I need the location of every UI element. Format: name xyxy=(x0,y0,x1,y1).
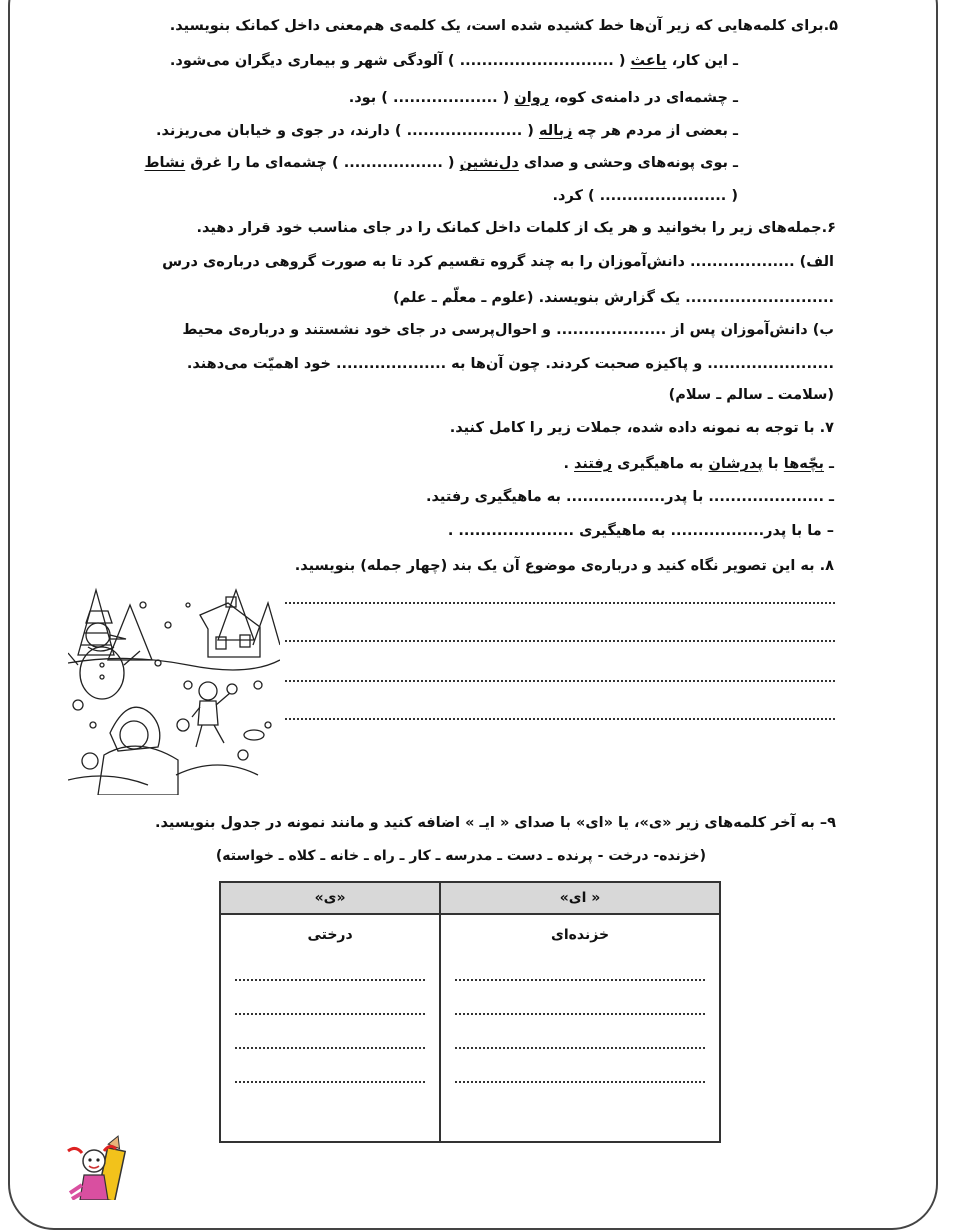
word-table xyxy=(219,881,721,1143)
answer-line xyxy=(455,1047,705,1049)
q8-title: ۸. به این تصویر نگاه کنید و درباره‌ی موضوع آن یک بند (چهار جمله) بنویسید. xyxy=(294,558,834,574)
q9-word-list: (خزنده- درخت - پرنده ـ دست ـ مدرسه ـ کار ـ راه ـ خانه ـ کلاه ـ خواسته) xyxy=(215,848,706,864)
q5-line-4: ـ بوی پونه‌های وحشی و صدای دل‌نشین ( .................. ) چشمه‌ای ما را غرق نشاط xyxy=(144,155,738,171)
answer-line xyxy=(235,979,425,981)
answer-line xyxy=(285,718,835,720)
q5-line-1: ـ این کار، باعث ( ............................ ) آلودگی شهر و بیماری دیگران می‌شود. xyxy=(169,53,738,69)
answer-line xyxy=(455,979,705,981)
col-header-i: «ی» xyxy=(220,882,440,914)
underlined-word: دل‌نشین xyxy=(459,155,519,171)
q6-b-line-2: ....................... و پاکیزه صحبت کردند. چون آن‌ها به .................... خود اهمیّت می‌دهند. xyxy=(186,356,834,372)
underlined-word: باعث xyxy=(630,53,667,69)
q5-line-5: ( ....................... ) کرد. xyxy=(552,188,738,204)
q9-title: ۹– به آخر کلمه‌های زیر «ی»، یا «ای» با صدای « ایـ » اضافه کنید و مانند نمونه در جدول بنویسید. xyxy=(155,815,836,831)
col-i-cell xyxy=(220,914,440,1142)
q7-title: ۷. با توجه به نمونه داده شده، جملات زیر را کامل کنید. xyxy=(449,420,834,436)
answer-line xyxy=(285,602,835,604)
pencil-mascot-icon xyxy=(58,1135,138,1200)
answer-line xyxy=(285,680,835,682)
q6-b-options: (سلامت ـ سالم ـ سلام) xyxy=(668,387,834,403)
q6-b-line-1: ب) دانش‌آموزان پس از .................... و احوال‌پرسی در جای خود نشستند و درباره‌ی محیط xyxy=(182,322,834,338)
answer-line xyxy=(235,1013,425,1015)
col-header-ei: « ای» xyxy=(440,882,720,914)
example-word: درختی xyxy=(307,927,353,943)
answer-line xyxy=(455,1013,705,1015)
answer-line xyxy=(455,1081,705,1083)
snow-scene-illustration xyxy=(68,585,280,795)
q6-a-line-1: الف) ................... دانش‌آموزان را به چند گروه تقسیم کرد تا به صورت گروهی درباره‌ی درس xyxy=(162,254,834,270)
col-ei-cell xyxy=(440,914,720,1142)
q7-line-3: – ما با پدر................. به ماهیگیری ..................... . xyxy=(447,523,834,539)
q6-a-line-2: ........................... یک گزارش بنویسند. (علوم ـ معلّم ـ علم) xyxy=(393,290,834,306)
answer-line xyxy=(235,1081,425,1083)
q6-title: ۶.جمله‌های زیر را بخوانید و هر یک از کلمات داخل کمانک را در جای مناسب خود قرار دهید. xyxy=(196,220,836,236)
q5-line-2: ـ چشمه‌ای در دامنه‌ی کوه، روان ( ................... ) بود. xyxy=(348,90,738,106)
q7-line-2: ـ ..................... با پدر.................. به ماهیگیری رفتید. xyxy=(426,489,834,505)
q5-title: ۵.برای کلمه‌هایی که زیر آن‌ها خط کشیده شده است، یک کلمه‌ی هم‌معنی داخل کمانک بنویسید. xyxy=(169,18,838,34)
answer-line xyxy=(285,640,835,642)
answer-line xyxy=(235,1047,425,1049)
underlined-word: روان xyxy=(514,90,550,106)
underlined-word: نشاط xyxy=(144,155,186,171)
example-word: خزنده‌ای xyxy=(551,927,610,943)
q5-line-3: ـ بعضی از مردم هر چه زباله ( ..................... ) دارند، در جوی و خیابان می‌ریزند. xyxy=(156,123,738,139)
q7-example: ـ بچّه‌ها با پدرشان به ماهیگیری رفتند . xyxy=(563,456,834,472)
underlined-word: زباله xyxy=(538,123,573,139)
